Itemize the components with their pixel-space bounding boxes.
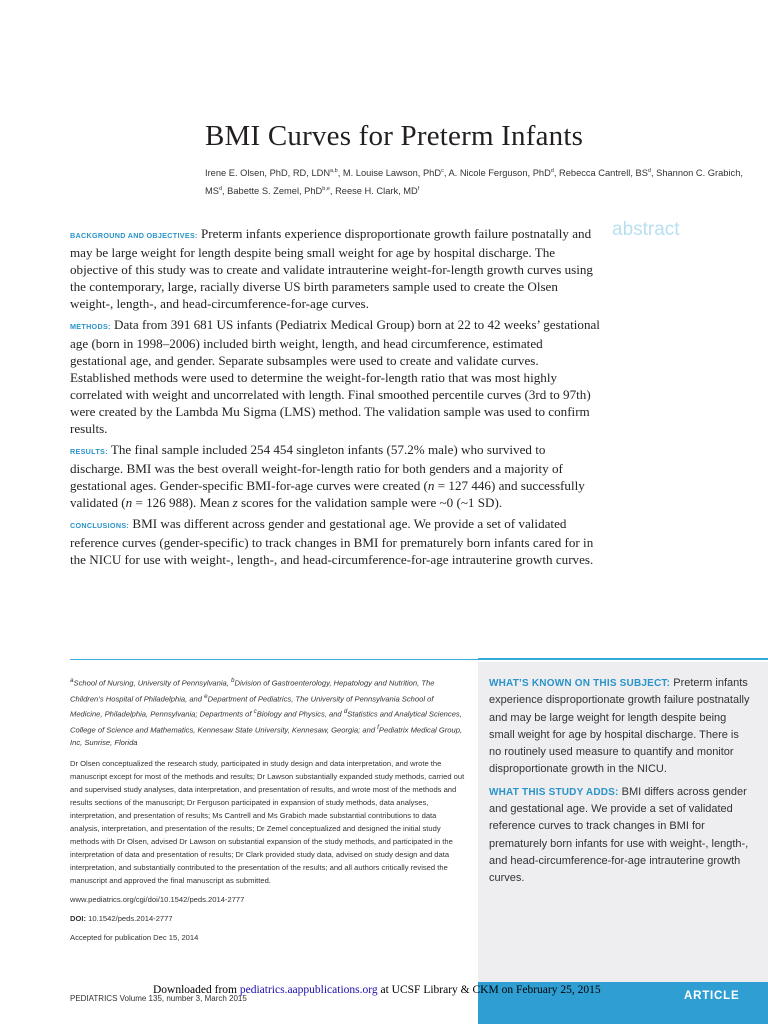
download-stamp [153, 984, 601, 996]
section-label: CONCLUSIONS: [70, 521, 130, 530]
abstract-background [70, 225, 600, 312]
section-label: METHODS: [70, 322, 111, 331]
affiliation-mark: c [253, 708, 257, 716]
section-text: BMI was different across gender and gestational age. We provide a set of validated reference curves (gender-specific) to track changes in BMI for prematurely born infants cared for in the NICU for use with weight-, length-, and head-circumference-for-age intrauterine growth curves. [70, 516, 594, 567]
affiliation-mark: f [377, 723, 379, 731]
author-affiliation-mark: f [417, 186, 420, 193]
section-text: Preterm infants experience disproportionate growth failure postnatally and may be large weight for length despite being small weight for age by hospital discharge. The objective of this study was to create and validate intrauterine weight-for-length growth curves using the contemporary, large, racially diverse US birth parameters sample used to create the Olsen weight-, length-, and head-circumference-for-age curves. [70, 226, 593, 311]
italic-symbol: n [125, 495, 133, 510]
italic-symbol: z [232, 495, 238, 510]
abstract-results [70, 441, 600, 511]
abstract-conclusions [70, 515, 600, 568]
doi-value[interactable]: 10.1542/peds.2014-2777 [86, 914, 173, 924]
author-affiliation-mark: d [647, 168, 651, 174]
what-study-adds [489, 784, 754, 888]
download-text: Downloaded from [153, 984, 240, 996]
affiliation-mark: a [70, 677, 74, 684]
author-affiliation-mark: d [550, 168, 554, 174]
affiliation-text: Department of Pediatrics, The University of Pennsylvania School of Medicine, Philadelphia, Pennsylvania; Departments of [70, 694, 434, 719]
section-label: WHAT THIS STUDY ADDS: [489, 786, 619, 798]
download-text: at UCSF Library & CKM on February 25, 2015 [377, 984, 601, 996]
affiliation-text: Biology and Physics, and [256, 709, 344, 719]
doi-label: DOI: [70, 914, 87, 924]
affiliation-text: Statistics and Analytical Sciences, College of Science and Mathematics, Kennesaw State University, Kennesaw, Georgia; and [70, 709, 462, 735]
affiliation-text: Division of Gastroenterology, Hepatology and Nutrition, The Children’s Hospital of Philadelphia, and [70, 678, 435, 704]
author-affiliation-mark: a,b [330, 168, 338, 174]
abstract-body [70, 225, 600, 572]
author-name: , Babette S. Zemel, PhD [222, 186, 323, 197]
section-text: The final sample included 254 454 singleton infants (57.2% male) who survived to discharge. BMI was the best overall weight-for-length ratio for both genders and a majority of gestational ages. Gender-specific BMI-for-age curves were created ( [70, 442, 563, 493]
download-link[interactable]: pediatrics.aappublications.org [239, 984, 378, 996]
author-affiliation-mark: c [441, 168, 444, 174]
section-text: BMI differs across gender and gestational age. We provide a set of validated reference curves to track changes in BMI for prematurely born infants for use with weight-, length-, and head-circumference-for-age intrauterine growth curves. [489, 785, 749, 885]
divider [70, 659, 478, 660]
author-list [205, 163, 745, 199]
author-contributions: Dr Olsen conceptualized the research study, participated in study design and data interpretation, and wrote the manuscript except for most of the methods and results; Dr Lawson substantially expanded study methods, carried out and supervised study analyses, data interpretation, and presentation of results, and wrote most of the methods and results sections of the manuscript; Dr Ferguson participated in expansion of study methods, data analyses, interpretation, and presentation of results; Ms Cantrell and Ms Grabich made substantial contributions to data analysis, interpretation, and presentation of the results; Dr Zemel conceptualized and designed the initial study methods with Dr Olsen, advised Dr Lawson on substantial expansion of the study methods, and participated in the interpretation of data and presentation of results; Dr Clark provided study data, advised on study design and data interpretation, and substantially contributed to the presentation of the results; and all authors critically revised the manuscript and approved the final manuscript as submitted. [70, 759, 465, 886]
author-name: , A. Nicole Ferguson, PhD [443, 168, 551, 179]
article-url[interactable]: www.pediatrics.org/cgi/doi/10.1542/peds.2014-2777 [70, 895, 245, 905]
affiliations [70, 674, 468, 749]
section-label: BACKGROUND AND OBJECTIVES: [70, 231, 198, 240]
author-name: Irene E. Olsen, PhD, RD, LDN [205, 168, 331, 179]
author-affiliation-mark: d [218, 186, 223, 193]
accepted-date: Accepted for publication Dec 15, 2014 [70, 933, 199, 943]
affiliation-mark: d [343, 708, 348, 716]
affiliation-mark: e [204, 692, 208, 700]
author-affiliation-mark: b,e [322, 186, 330, 193]
author-name: , M. Louise Lawson, PhD [337, 168, 442, 179]
article-type-label: ARTICLE [684, 990, 740, 1002]
abstract-methods [70, 316, 600, 437]
sidebox-top-rule [478, 658, 768, 660]
article-title: BMI Curves for Preterm Infants [205, 120, 584, 152]
section-text: = 126 988). Mean [132, 495, 233, 510]
doi-line [70, 912, 468, 925]
abstract-heading: abstract [612, 219, 680, 240]
key-points-text [489, 675, 754, 893]
section-text: Preterm infants experience disproportionate growth failure postnatally and may be large weight for length despite being small weight for age by hospital discharge. There is no routinely used measure to quantify and monitor disproportionate growth in the NICU. [489, 677, 750, 776]
affiliation-text: Pediatrix Medical Group, Inc, Sunrise, Florida [70, 725, 463, 748]
italic-symbol: n [427, 478, 435, 493]
section-text: Data from 391 681 US infants (Pediatrix Medical Group) born at 22 to 42 weeks’ gestational age (born in 1998–2006) included birth weight, length, and head circumference, estimated gestational age, and gender. Separate subsamples were used to create and validate curves. Established methods were used to determine the weight-for-length ratio that was most highly correlated with weight and uncorrelated with length. Final smoothed percentile curves (3rd to 97th) were created by the Lambda Mu Sigma (LMS) method. The validation sample was used to confirm results. [70, 317, 600, 436]
section-text: scores for the validation sample were ~0 (~1 SD). [237, 495, 503, 510]
author-name: , Reese H. Clark, MD [329, 186, 418, 197]
journal-footer: PEDIATRICS Volume 135, number 3, March 2015 [70, 994, 247, 1003]
affiliation-mark: b [230, 677, 235, 684]
whats-known [489, 675, 754, 779]
affiliation-text: School of Nursing, University of Pennsylvania, [73, 678, 231, 688]
author-name: , Shannon C. Grabich, MS [205, 168, 743, 197]
section-text: = 127 446) and successfully validated ( [70, 478, 585, 510]
section-label: WHAT’S KNOWN ON THIS SUBJECT: [489, 678, 671, 689]
front-matter-notes [70, 674, 468, 950]
section-label: RESULTS: [70, 447, 108, 456]
author-name: , Rebecca Cantrell, BS [553, 168, 648, 179]
